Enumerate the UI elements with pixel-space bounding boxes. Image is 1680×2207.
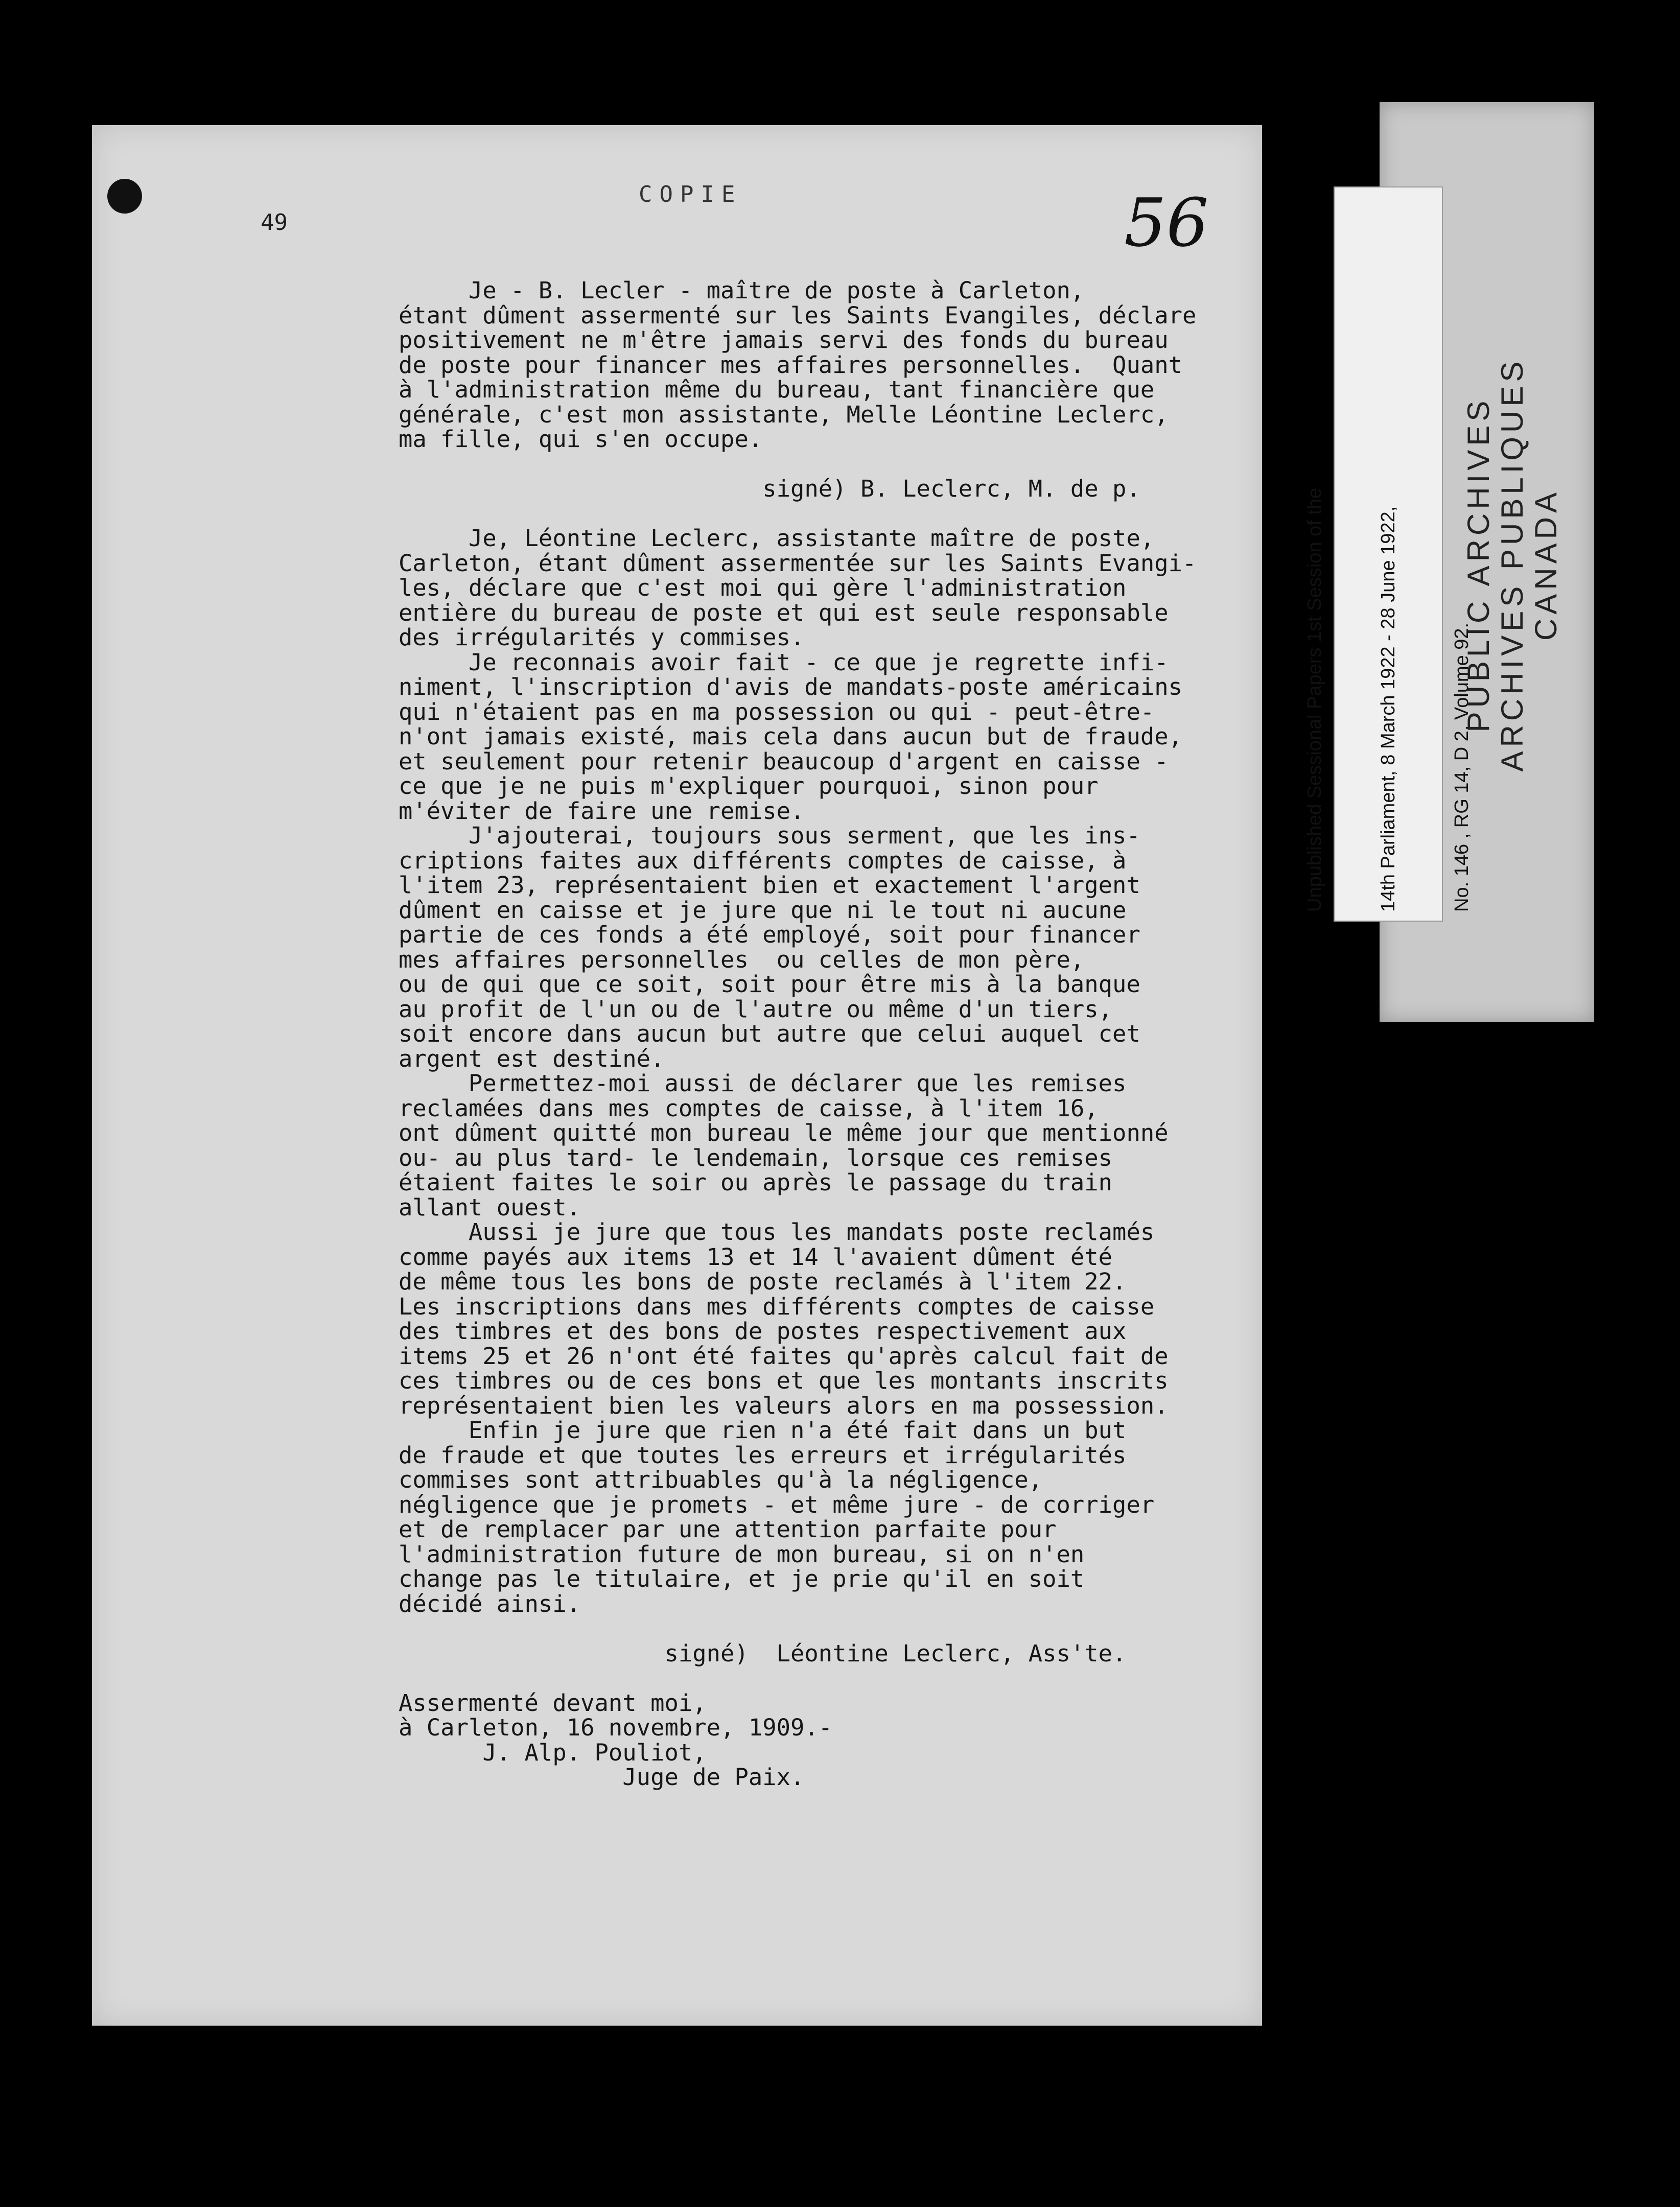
text-line: l'item 23, représentaient bien et exactement l'argent: [399, 872, 1140, 899]
text-line: mes affaires personnelles ou celles de mon père,: [399, 946, 1085, 973]
text-line: Carleton, étant dûment assermentée sur les Saints Evangi-: [399, 549, 1197, 577]
punch-hole: [107, 179, 142, 214]
archive-label-line-1: Unpublished Sessional Papers 1st Session of the: [1304, 487, 1325, 912]
text-line: partie de ces fonds a été employé, soit pour financer: [399, 921, 1140, 948]
typed-affidavit-text: [399, 278, 1247, 1790]
text-line: signé) B. Leclerc, M. de p.: [399, 475, 1140, 502]
public-archives-stamp: [1456, 296, 1569, 833]
text-line: qui n'étaient pas en ma possession ou qui - peut-être-: [399, 698, 1155, 725]
text-line: reclamées dans mes comptes de caisse, à l'item 16,: [399, 1094, 1099, 1122]
page-number: 49: [261, 209, 288, 236]
text-line: Assermenté devant moi,: [399, 1689, 707, 1717]
text-line: des timbres et des bons de postes respectivement aux: [399, 1318, 1127, 1345]
text-line: entière du bureau de poste et qui est seule responsable: [399, 599, 1169, 626]
text-line: dûment en caisse et je jure que ni le tout ni aucune: [399, 896, 1127, 924]
text-line: Je reconnais avoir fait - ce que je regrette infi-: [399, 648, 1169, 676]
text-line: Enfin je jure que rien n'a été fait dans un but: [399, 1417, 1127, 1444]
stamp-line-1: PUBLIC ARCHIVES: [1461, 396, 1496, 733]
text-line: les, déclare que c'est moi qui gère l'administration: [399, 574, 1127, 601]
text-line: décidé ainsi.: [399, 1590, 581, 1617]
text-line: allant ouest.: [399, 1193, 581, 1221]
text-line: [399, 502, 1247, 527]
text-line: niment, l'inscription d'avis de mandats-poste américains: [399, 673, 1183, 700]
text-line: ma fille, qui s'en occupe.: [399, 426, 763, 453]
text-line: et de remplacer par une attention parfaite pour: [399, 1516, 1057, 1543]
archive-reference-label: [1304, 186, 1473, 922]
text-line: des irrégularités y commises.: [399, 624, 805, 651]
text-line: de fraude et que toutes les erreurs et irrégularités: [399, 1441, 1127, 1469]
text-line: et seulement pour retenir beaucoup d'argent en caisse -: [399, 747, 1169, 775]
text-line: générale, c'est mon assistante, Melle Léontine Leclerc,: [399, 401, 1169, 428]
text-line: [399, 1666, 1247, 1691]
text-line: [399, 1616, 1247, 1641]
text-line: Je, Léontine Leclerc, assistante maître de poste,: [399, 525, 1155, 552]
text-line: Les inscriptions dans mes différents comptes de caisse: [399, 1293, 1155, 1320]
copy-heading: COPIE: [639, 181, 742, 207]
text-line: Permettez-moi aussi de déclarer que les remises: [399, 1070, 1127, 1097]
text-line: étaient faites le soir ou après le passage du train: [399, 1169, 1113, 1196]
text-line: Je - B. Lecler - maître de poste à Carleton,: [399, 277, 1085, 304]
text-line: ou- au plus tard- le lendemain, lorsque ces remises: [399, 1144, 1113, 1171]
text-line: à Carleton, 16 novembre, 1909.-: [399, 1714, 833, 1741]
text-line: de poste pour financer mes affaires personnelles. Quant: [399, 351, 1183, 379]
text-line: [399, 452, 1247, 477]
text-line: n'ont jamais existé, mais cela dans aucun but de fraude,: [399, 723, 1183, 750]
text-line: l'administration future de mon bureau, si on n'en: [399, 1540, 1085, 1568]
text-line: représentaient bien les valeurs alors en ma possession.: [399, 1392, 1169, 1419]
text-line: argent est destiné.: [399, 1045, 665, 1072]
text-line: positivement ne m'être jamais servi des fonds du bureau: [399, 326, 1169, 354]
text-line: au profit de l'un ou de l'autre ou même d'un tiers,: [399, 995, 1113, 1023]
text-line: ont dûment quitté mon bureau le même jour que mentionné: [399, 1119, 1169, 1146]
text-line: commises sont attribuables qu'à la négligence,: [399, 1466, 1043, 1493]
text-line: J. Alp. Pouliot,: [399, 1739, 707, 1766]
text-line: à l'administration même du bureau, tant financière que: [399, 376, 1155, 403]
text-line: ou de qui que ce soit, soit pour être mis à la banque: [399, 971, 1140, 998]
text-line: ce que je ne puis m'expliquer pourquoi, sinon pour: [399, 772, 1099, 800]
handwritten-folio-number: 56: [1124, 184, 1209, 262]
text-line: soit encore dans aucun but autre que celui auquel cet: [399, 1020, 1140, 1047]
text-line: criptions faites aux différents comptes de caisse, à: [399, 847, 1127, 874]
text-line: m'éviter de faire une remise.: [399, 797, 805, 825]
stamp-line-3: CANADA: [1529, 488, 1563, 641]
text-line: comme payés aux items 13 et 14 l'avaient dûment été: [399, 1243, 1113, 1271]
text-line: ces timbres ou de ces bons et que les montants inscrits: [399, 1367, 1169, 1394]
archive-label-line-2: 14th Parliament, 8 March 1922 - 28 June 1922,: [1378, 506, 1399, 912]
text-line: change pas le titulaire, et je prie qu'il en soit: [399, 1565, 1085, 1592]
text-line: négligence que je promets - et même jure - de corriger: [399, 1491, 1155, 1518]
archive-label-line-3: No. 146 , RG 14, D 2, Volume 92.: [1451, 622, 1473, 912]
text-line: items 25 et 26 n'ont été faites qu'après calcul fait de: [399, 1342, 1169, 1370]
text-line: J'ajouterai, toujours sous serment, que les ins-: [399, 822, 1140, 849]
text-line: Juge de Paix.: [399, 1764, 805, 1791]
text-line: étant dûment assermenté sur les Saints Evangiles, déclare: [399, 301, 1197, 329]
text-line: signé) Léontine Leclerc, Ass'te.: [399, 1639, 1127, 1667]
stamp-line-2: ARCHIVES PUBLIQUES: [1495, 357, 1529, 772]
text-line: Aussi je jure que tous les mandats poste reclamés: [399, 1218, 1155, 1246]
text-line: de même tous les bons de poste reclamés à l'item 22.: [399, 1268, 1127, 1295]
